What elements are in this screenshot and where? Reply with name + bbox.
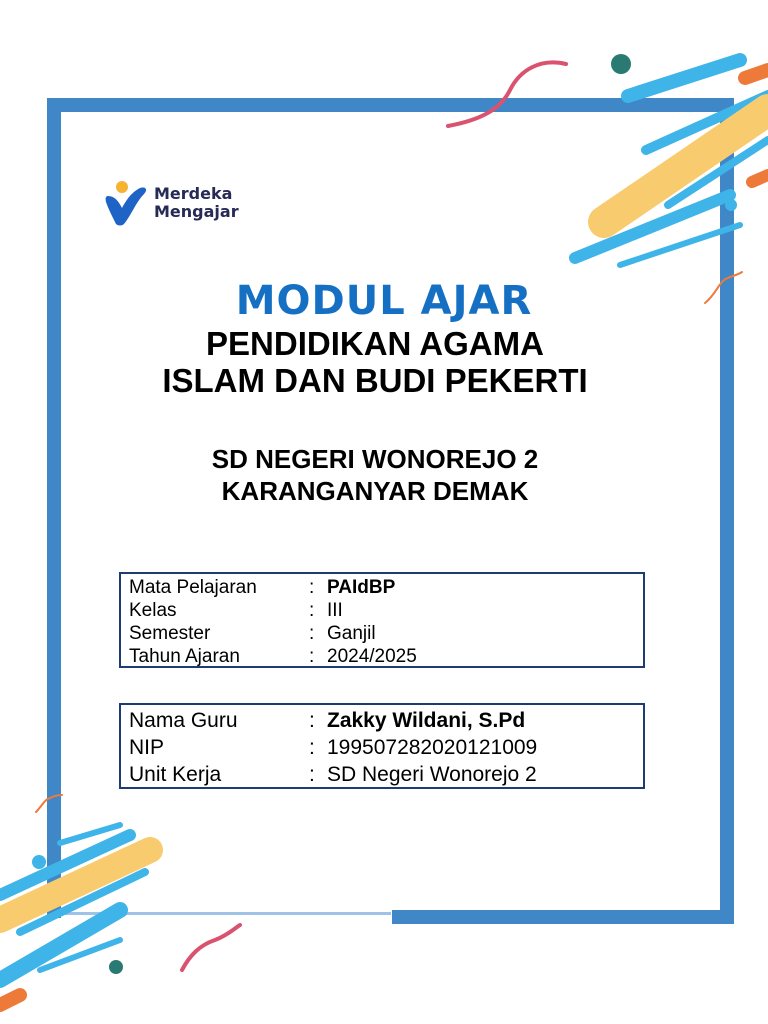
- info-separator: :: [309, 623, 315, 644]
- merdeka-mengajar-logo: [104, 178, 239, 228]
- teacher-separator: :: [309, 763, 315, 786]
- teacher-row-work-unit: [129, 761, 635, 788]
- school-title: [0, 443, 750, 507]
- info-separator: :: [309, 600, 315, 621]
- logo-line-2: Mengajar: [154, 202, 239, 221]
- logo-line-1: Merdeka: [154, 184, 233, 203]
- info-label: Mata Pelajaran: [129, 577, 257, 598]
- teacher-separator: :: [309, 736, 315, 759]
- merdeka-mengajar-logo-icon: [104, 178, 148, 228]
- teacher-info-box: [119, 703, 645, 789]
- info-row-semester: [129, 622, 635, 645]
- logo-text: [154, 185, 239, 221]
- school-title-line-1: SD NEGERI WONOREJO 2: [211, 444, 539, 474]
- info-row-class: [129, 599, 635, 622]
- info-row-academic-year: [129, 645, 635, 668]
- teacher-separator: :: [309, 709, 315, 732]
- subject-title-line-2: ISLAM DAN BUDI PEKERTI: [162, 362, 588, 399]
- info-label: Tahun Ajaran: [129, 646, 240, 667]
- document-title: MODUL AJAR: [235, 278, 533, 324]
- teacher-label: NIP: [129, 736, 165, 759]
- teacher-label: Unit Kerja: [129, 763, 222, 786]
- bottom-left-stripes: [0, 795, 240, 1005]
- teacher-value: SD Negeri Wonorejo 2: [327, 763, 537, 786]
- teacher-row-nip: [129, 734, 635, 761]
- teacher-label: Nama Guru: [129, 709, 238, 732]
- info-separator: :: [309, 577, 315, 598]
- teacher-value: 199507282020121009: [327, 736, 538, 759]
- course-info-box: [119, 572, 645, 668]
- info-value: III: [327, 600, 343, 621]
- teacher-value: Zakky Wildani, S.Pd: [327, 709, 526, 732]
- info-label: Kelas: [129, 600, 177, 621]
- info-value: PAIdBP: [327, 577, 396, 598]
- subject-title: [0, 325, 750, 399]
- subject-title-line-1: PENDIDIKAN AGAMA: [206, 325, 544, 362]
- info-value: 2024/2025: [327, 646, 417, 667]
- info-separator: :: [309, 646, 315, 667]
- school-title-line-2: KARANGANYAR DEMAK: [221, 476, 529, 506]
- teacher-row-name: [129, 707, 635, 734]
- info-value: Ganjil: [327, 623, 376, 644]
- info-label: Semester: [129, 623, 211, 644]
- info-row-subject: [129, 576, 635, 599]
